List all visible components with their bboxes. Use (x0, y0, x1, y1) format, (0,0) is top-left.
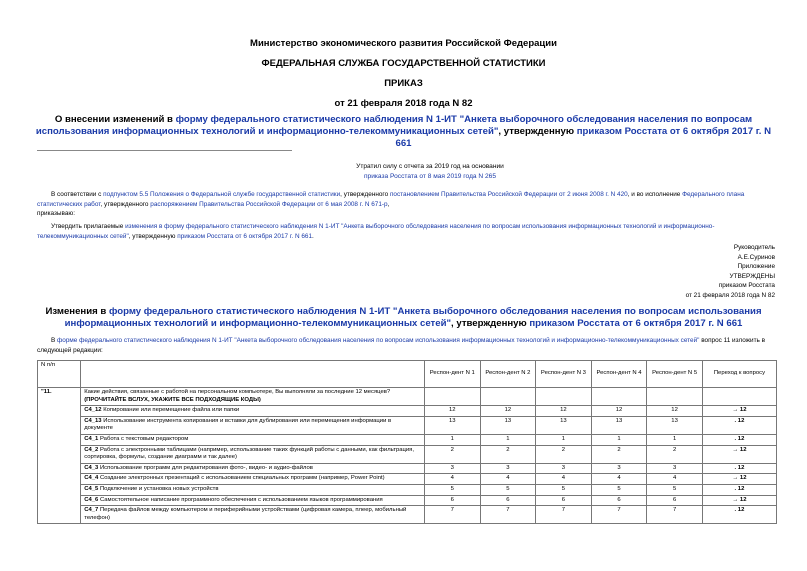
header-respondent-1: Респон-дент N 1 (424, 361, 480, 388)
question-number: "11. (38, 388, 81, 524)
signer-name: А.Е.Суринов (737, 253, 775, 261)
answer-code-respondent-1: 5 (424, 484, 480, 495)
answer-code-respondent-5: 4 (647, 474, 703, 485)
changes-link[interactable]: изменения в форму федерального статистического наблюдения N 1-ИТ "Анкета выборочного обследования населения по вопросам использования информационных технологий и информационно-телекоммуникационных сетей" (37, 223, 715, 240)
jump-to-question: . 12 (702, 434, 776, 445)
jump-to-question: → 12 (702, 474, 776, 485)
header-num: N п/п (38, 361, 81, 388)
answer-code-respondent-2: 5 (480, 484, 536, 495)
answer-code-respondent-1: 1 (424, 434, 480, 445)
answer-code-respondent-5: 5 (647, 484, 703, 495)
answer-code-respondent-5: 2 (647, 445, 703, 463)
signature-block (686, 243, 775, 300)
answer-code-respondent-3: 7 (536, 506, 592, 524)
changes-intro: В форме федерального статистического наблюдения N 1-ИТ "Анкета выборочного обследования населения по вопросам использования информационных технологий и информационно-телекоммуникационных сетей" вопрос 11 изложить в следующей редакции: (37, 337, 766, 354)
answer-code-respondent-5: 3 (647, 463, 703, 474)
answer-text: С4_5 Подключение и установка новых устройств (81, 484, 425, 495)
answer-code-respondent-2: 3 (480, 463, 536, 474)
question-11-table (37, 360, 777, 524)
answer-code-respondent-5: 7 (647, 506, 703, 524)
form-link[interactable]: форму федерального статистического наблюдения N 1-ИТ "Анкета выборочного обследования населения по вопросам использования информационных технологий и информационно-телекоммуникационных сетей" (35, 114, 753, 137)
changes-title: Изменения в форму федерального статистического наблюдения N 1-ИТ "Анкета выборочного обследования населения по вопросам использования информационных технологий и информационно-телекоммуникационных сетей", утвержденную приказом Росстата от 6 октября 2017 г. N 661 (45, 306, 762, 329)
answer-code-respondent-1: 13 (424, 416, 480, 434)
clause-5-5-link[interactable]: подпунктом 5.5 Положения о Федеральной службе государственной статистики (103, 191, 341, 198)
table-row (38, 406, 777, 417)
table-row (38, 474, 777, 485)
divider (37, 150, 292, 151)
service-heading: ФЕДЕРАЛЬНАЯ СЛУЖБА ГОСУДАРСТВЕННОЙ СТАТИСТИКИ (261, 58, 546, 69)
answer-code-respondent-4: 5 (591, 484, 647, 495)
answer-code-respondent-1: 4 (424, 474, 480, 485)
jump-to-question: . 12 (702, 463, 776, 474)
answer-code-respondent-4: 6 (591, 495, 647, 506)
jump-to-question: . 12 (702, 484, 776, 495)
answer-code-respondent-2: 4 (480, 474, 536, 485)
changes-order-link[interactable]: приказом Росстата от 6 октября 2017 г. N 661 (529, 318, 743, 329)
order-date-label: от 21 февраля 2018 года N 82 (685, 291, 775, 299)
order-661-link-2[interactable]: приказом Росстата от 6 октября 2017 г. N 661 (177, 232, 312, 240)
appendix-label: Приложение (737, 263, 775, 270)
header-jump: Переход к вопросу (702, 361, 776, 388)
answer-code-respondent-3: 1 (536, 434, 592, 445)
answer-code-respondent-1: 7 (424, 506, 480, 524)
answer-code-respondent-3: 6 (536, 495, 592, 506)
header-respondent-5: Респон-дент N 5 (647, 361, 703, 388)
answer-code-respondent-2: 7 (480, 506, 536, 524)
answer-code-respondent-4: 4 (591, 474, 647, 485)
resolution-420-link[interactable]: постановлением Правительства Российской Федерации от 2 июня 2008 г. N 420 (389, 191, 628, 198)
answer-code-respondent-1: 6 (424, 495, 480, 506)
answer-text: С4_7 Передача файлов между компьютером и периферийными устройствами (цифровая камера, плеер, мобильный телефон) (81, 506, 425, 524)
answer-code-respondent-1: 2 (424, 445, 480, 463)
order-661-link[interactable]: приказом Росстата от 6 октября 2017 г. N 661 (395, 126, 772, 149)
table-row (38, 445, 777, 463)
header-respondent-4: Респон-дент N 4 (591, 361, 647, 388)
table-row (38, 506, 777, 524)
order-265-link[interactable]: приказа Росстата от 8 мая 2019 года N 265 (363, 173, 497, 180)
approve-paragraph: Утвердить прилагаемые изменения в форму федерального статистического наблюдения N 1-ИТ "Анкета выборочного обследования населения по вопросам использования информационных технологий и информационно-телекоммуникационных сетей", утвержденную приказом Росстата от 6 октября 2017 г. N 661. (37, 223, 715, 240)
answer-code-respondent-5: 6 (647, 495, 703, 506)
answer-code-respondent-4: 7 (591, 506, 647, 524)
jump-to-question: → 12 (702, 406, 776, 417)
answer-code-respondent-3: 13 (536, 416, 592, 434)
answer-code-respondent-5: 12 (647, 406, 703, 417)
answer-code-respondent-1: 3 (424, 463, 480, 474)
ministry-heading: Министерство экономического развития Российской Федерации (250, 38, 557, 49)
table-row (38, 416, 777, 434)
question-row (38, 388, 777, 406)
answer-text: С4_1 Работа с текстовым редактором (81, 434, 425, 445)
header-blank (81, 361, 425, 388)
answer-code-respondent-4: 2 (591, 445, 647, 463)
table-row (38, 495, 777, 506)
answer-text: С4_12 Копирование или перемещение файла или папки (81, 406, 425, 417)
approved-label: УТВЕРЖДЕНЫ (729, 272, 775, 280)
answer-code-respondent-4: 3 (591, 463, 647, 474)
header-respondent-3: Респон-дент N 3 (536, 361, 592, 388)
table-row (38, 463, 777, 474)
signer-role: Руководитель (733, 244, 775, 251)
answer-code-respondent-2: 12 (480, 406, 536, 417)
header-respondent-2: Респон-дент N 2 (480, 361, 536, 388)
answer-code-respondent-4: 12 (591, 406, 647, 417)
answer-code-respondent-4: 1 (591, 434, 647, 445)
answer-code-respondent-2: 6 (480, 495, 536, 506)
order-word: приказываю: (37, 210, 75, 217)
answer-code-respondent-5: 1 (647, 434, 703, 445)
answer-code-respondent-3: 3 (536, 463, 592, 474)
answer-text: С4_2 Работа с электронными таблицами (например, использование таких функций работы с данными, как фильтрация, сортировка, формулы, создание диаграмм и так далее) (81, 445, 425, 463)
answer-code-respondent-2: 2 (480, 445, 536, 463)
table-header-row (38, 361, 777, 388)
answer-code-respondent-2: 13 (480, 416, 536, 434)
table-row (38, 484, 777, 495)
lost-force-note: Утратил силу с отчета за 2019 год на основании приказа Росстата от 8 мая 2019 года N 265 (330, 162, 530, 182)
federal-plan-link[interactable]: Федерального плана статистических работ (37, 191, 745, 208)
answer-code-respondent-2: 1 (480, 434, 536, 445)
intro-form-link[interactable]: форме федерального статистического наблюдения N 1-ИТ "Анкета выборочного обследования населения по вопросам использования информационных технологий и информационно-телекоммуникационных сетей" (57, 337, 700, 344)
answer-code-respondent-5: 13 (647, 416, 703, 434)
answer-code-respondent-3: 5 (536, 484, 592, 495)
answer-text: С4_13 Использование инструмента копирования и вставки для дублирования или перемещения информации в документе (81, 416, 425, 434)
table-row (38, 434, 777, 445)
jump-to-question: . 12 (702, 416, 776, 434)
question-text: Какие действия, связанные с работой на персональном компьютере, Вы выполняли за последние 12 месяцев? (ПРОЧИТАЙТЕ ВСЛУХ, УКАЖИТЕ ВСЕ ПОДХОДЯЩИЕ КОДЫ) (81, 388, 425, 406)
answer-code-respondent-3: 2 (536, 445, 592, 463)
changes-form-link[interactable]: форму федерального статистического наблюдения N 1-ИТ "Анкета выборочного обследования населения по вопросам использования информационных технологий и информационно-телекоммуникационных сетей" (64, 306, 762, 329)
answer-code-respondent-1: 12 (424, 406, 480, 417)
answer-code-respondent-4: 13 (591, 416, 647, 434)
answer-text: С4_3 Использование программ для редактирования фото-, видео- и аудио-файлов (81, 463, 425, 474)
jump-to-question: → 12 (702, 495, 776, 506)
doc-type-heading: ПРИКАЗ (384, 78, 423, 89)
answer-code-respondent-3: 4 (536, 474, 592, 485)
answer-text: С4_6 Самостоятельное написание программного обеспечения с использованием языков программирования (81, 495, 425, 506)
doc-date-heading: от 21 февраля 2018 года N 82 (334, 98, 473, 109)
jump-to-question: → 12 (702, 445, 776, 463)
answer-code-respondent-3: 12 (536, 406, 592, 417)
document-title: О внесении изменений в форму федерального статистического наблюдения N 1-ИТ "Анкета выборочного обследования населения по вопросам использования информационных технологий и информационно-телекоммуникационных сетей", утвержденную приказом Росстата от 6 октября 2017 г. N 661 (35, 114, 772, 149)
jump-to-question: . 12 (702, 506, 776, 524)
answer-text: С4_4 Создание электронных презентаций с использованием специальных программ (например, Power Point) (81, 474, 425, 485)
by-order-label: приказом Росстата (718, 282, 775, 289)
order-671-link[interactable]: распоряжением Правительства Российской Федерации от 6 мая 2008 г. N 671-р (150, 200, 388, 208)
preamble-paragraph: В соответствии с подпунктом 5.5 Положения о Федеральной службе государственной статистики, утвержденного постановлением Правительства Российской Федерации от 2 июня 2008 г. N 420, и во исполнение Федерального плана статистических работ, утвержденного распоряжением Правительства Российской Федерации от 6 мая 2008 г. N 671-р, приказываю: (37, 190, 777, 219)
